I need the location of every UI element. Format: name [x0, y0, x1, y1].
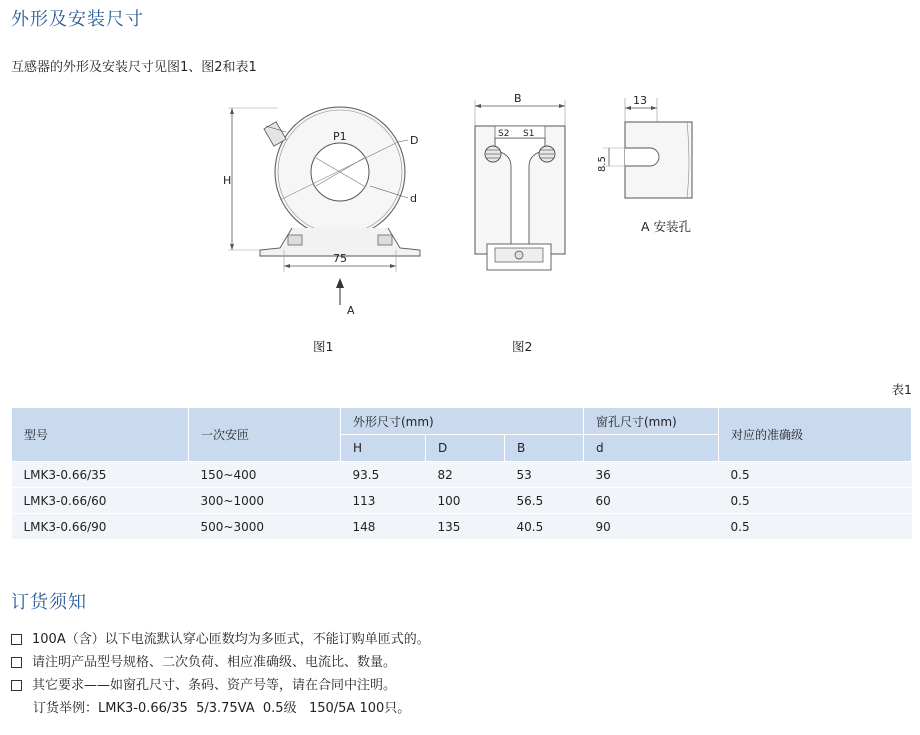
- figure-1-drawing: [220, 100, 430, 320]
- cell-accuracy: 0.5: [719, 488, 912, 514]
- table-row: [12, 514, 912, 540]
- checkbox-icon: [11, 634, 22, 645]
- cell-current: 150~400: [189, 462, 341, 488]
- cell-h: 93.5: [341, 462, 426, 488]
- intro-text: 互感器的外形及安装尺寸见图1、图2和表1: [11, 60, 257, 75]
- list-item: [11, 674, 430, 697]
- header-b: B: [505, 435, 584, 462]
- header-model: 型号: [12, 408, 189, 462]
- order-title: 订货须知: [11, 592, 87, 613]
- fig1-label-p1: P1: [333, 130, 347, 143]
- table-label: 表1: [891, 382, 912, 397]
- fig1-dim-75: 75: [333, 252, 347, 265]
- cell-accuracy: 0.5: [719, 514, 912, 540]
- cell-current: 500~3000: [189, 514, 341, 540]
- order-item-text: 其它要求——如窗孔尺寸、条码、资产号等，请在合同中注明。: [32, 678, 397, 693]
- cell-model: LMK3-0.66/35: [12, 462, 189, 488]
- cell-h: 113: [341, 488, 426, 514]
- header-outline-dims: 外形尺寸(mm): [341, 408, 584, 435]
- fig1-arrow-label: A: [347, 304, 355, 317]
- fig2-label-b: B: [514, 92, 522, 105]
- checkbox-icon: [11, 680, 22, 691]
- table-row: [12, 462, 912, 488]
- checkbox-icon: [11, 657, 22, 668]
- header-d-window: d: [584, 435, 719, 462]
- cell-accuracy: 0.5: [719, 462, 912, 488]
- fig2-terminal-s2: S2: [498, 129, 510, 139]
- cell-current: 300~1000: [189, 488, 341, 514]
- fig1-label-h: H: [223, 174, 232, 187]
- header-d-outer: D: [426, 435, 505, 462]
- cell-d: 100: [426, 488, 505, 514]
- cell-window: 90: [584, 514, 719, 540]
- fig2-caption: 图2: [512, 339, 533, 354]
- header-h: H: [341, 435, 426, 462]
- fig1-label-d-lower: d: [410, 192, 417, 205]
- figure-2-drawing: [465, 88, 585, 278]
- cell-b: 56.5: [505, 488, 584, 514]
- fig3-dim-8-5: 8.5: [597, 156, 608, 172]
- spec-table: [11, 407, 912, 540]
- figure-3-mounting-hole: [595, 90, 705, 205]
- table-row: [12, 488, 912, 514]
- cell-d: 82: [426, 462, 505, 488]
- section-title: 外形及安装尺寸: [11, 9, 144, 30]
- cell-model: LMK3-0.66/90: [12, 514, 189, 540]
- header-window-dims: 窗孔尺寸(mm): [584, 408, 719, 435]
- order-example: 订货举例：LMK3-0.66/35 5/3.75VA 0.5级 150/5A 100只。: [33, 701, 411, 716]
- fig3-caption: A 安装孔: [641, 219, 692, 234]
- list-item: [11, 651, 430, 674]
- fig1-caption: 图1: [313, 339, 334, 354]
- fig3-dim-13: 13: [633, 94, 647, 107]
- list-item: [11, 628, 430, 651]
- order-notes: [11, 628, 430, 720]
- cell-window: 60: [584, 488, 719, 514]
- cell-b: 53: [505, 462, 584, 488]
- header-accuracy: 对应的准确级: [719, 408, 912, 462]
- cell-h: 148: [341, 514, 426, 540]
- cell-b: 40.5: [505, 514, 584, 540]
- cell-model: LMK3-0.66/60: [12, 488, 189, 514]
- fig2-terminal-s1: S1: [523, 129, 535, 139]
- order-item-text: 100A（含）以下电流默认穿心匝数均为多匝式，不能订购单匝式的。: [32, 632, 430, 647]
- cell-d: 135: [426, 514, 505, 540]
- header-primary-current: 一次安匝: [189, 408, 341, 462]
- order-item-text: 请注明产品型号规格、二次负荷、相应准确级、电流比、数量。: [32, 655, 397, 670]
- cell-window: 36: [584, 462, 719, 488]
- fig1-label-d-upper: D: [410, 134, 419, 147]
